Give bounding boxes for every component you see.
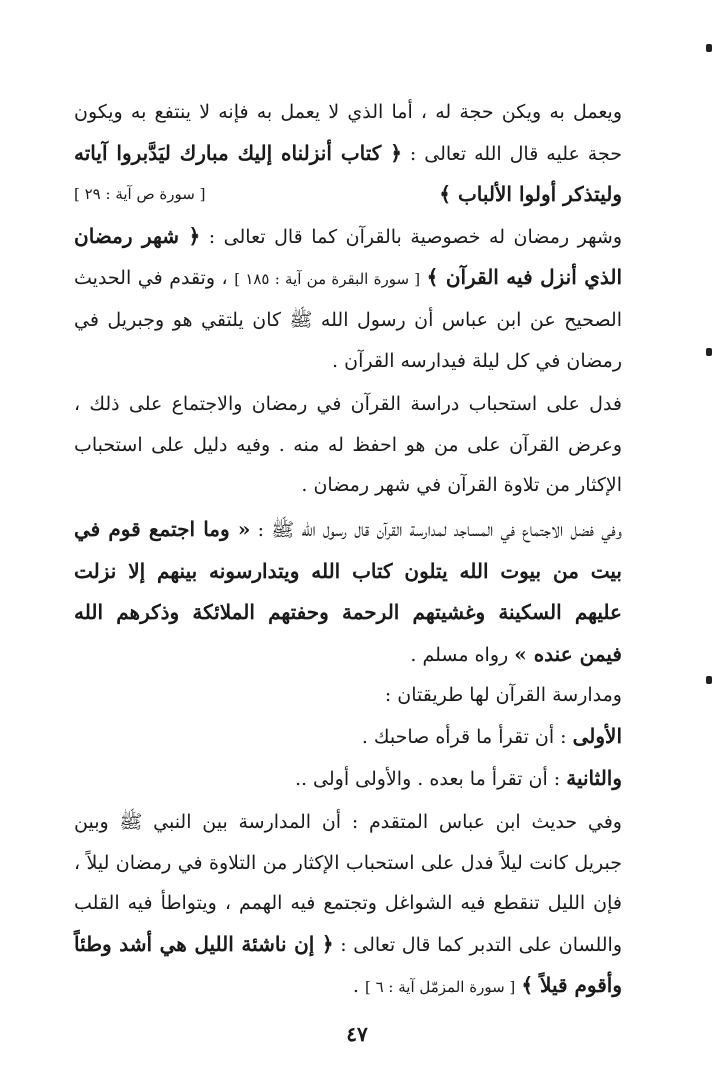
method-second-label: والثانية bbox=[566, 765, 622, 790]
paragraph-4-text-start: وفي فضل الاجتماع في المساجد لمدارسة القرآن قال رسول الله ﷺ : bbox=[250, 518, 622, 541]
methods-intro: ومدارسة القرآن لها طريقتان : bbox=[384, 684, 622, 707]
paragraph-2-text-end: ، وتقدم في الحديث الصحيح عن ابن عباس أن رسول الله ﷺ كان يلتقي هو وجبريل في رمضان في كل ليلة فيدارسه القرآن . bbox=[74, 267, 622, 372]
method-first bbox=[74, 716, 622, 758]
paragraph-2 bbox=[74, 216, 622, 381]
hadith-source: رواه مسلم . bbox=[410, 643, 515, 666]
margin-mark-lower bbox=[706, 676, 712, 684]
margin-mark-middle bbox=[706, 348, 712, 356]
page-number: ٤٧ bbox=[346, 1022, 368, 1046]
hadith-quote: « وما اجتمع قوم في بيت من بيوت الله يتلون كتاب الله ويتدارسونه بينهم إلا نزلت عليهم السكينة وغشيتهم الرحمة وحفتهم الملائكة وذكرهم الله فيمن عنده » bbox=[74, 516, 622, 666]
paragraph-4 bbox=[74, 509, 622, 675]
paragraph-6-text: وفي حديث ابن عباس المتقدم : أن المدارسة بين النبي ﷺ وبين جبريل كانت ليلاً فدل على استحباب الإكثار من التلاوة في رمضان ليلاً ، فإن الليل تنقطع فيه الشواغل وتجتمع فيه الهمم ، ويتواطأ فيه القلب واللسان على التدبر كما قال تعالى : bbox=[74, 811, 622, 956]
paragraph-2-text-start: وشهر رمضان له خصوصية بالقرآن كما قال تعالى : bbox=[200, 225, 622, 248]
verse-reference-baqarah: [ سورة البقرة من آية : ١٨٥ ] bbox=[234, 270, 421, 289]
quran-verse-baqarah: ﴿ شهر رمضان الذي أنزل فيه القرآن ﴾ bbox=[74, 223, 623, 290]
paragraph-5-intro bbox=[74, 675, 622, 716]
paragraph-3-text: فدل على استحباب دراسة القرآن في رمضان والاجتماع على ذلك ، وعرض القرآن على من هو احفظ له منه . وفيه دليل على استحباب الإكثار من تلاوة القرآن في شهر رمضان . bbox=[74, 393, 622, 497]
paragraph-6 bbox=[74, 802, 622, 1008]
quran-verse-sad: ﴿ كتاب أنزلناه إليك مبارك ليَدَّبروا آياته وليتذكر أولوا الألباب ﴾ bbox=[74, 140, 622, 207]
quran-verse-muzzammil: ﴿ إن ناشئة الليل هي أشد وطئاً وأقوم قيلاً ﴾ bbox=[74, 931, 622, 998]
method-first-label: الأولى bbox=[572, 723, 622, 748]
method-second bbox=[74, 758, 622, 800]
verse-reference-muzzammil: [ سورة المزمّل آية : ٦ ] bbox=[364, 978, 516, 997]
method-first-text: : أن تقرأ ما قرأه صاحبك . bbox=[361, 725, 573, 748]
verse-reference-sad: [ سورة ص آية : ٢٩ ] bbox=[74, 185, 206, 204]
paragraph-3 bbox=[74, 384, 622, 506]
margin-mark-top bbox=[706, 44, 712, 52]
paragraph-1-text: ويعمل به ويكن حجة له ، أما الذي لا يعمل به فإنه لا ينتفع به ويكون حجة عليه قال الله تعالى : bbox=[74, 101, 622, 165]
method-second-text: : أن تقرأ ما بعده . والأولى أولى .. bbox=[294, 767, 567, 790]
paragraph-1 bbox=[74, 92, 622, 216]
page-body bbox=[74, 92, 622, 1008]
paragraph-6-end: . bbox=[352, 975, 365, 998]
